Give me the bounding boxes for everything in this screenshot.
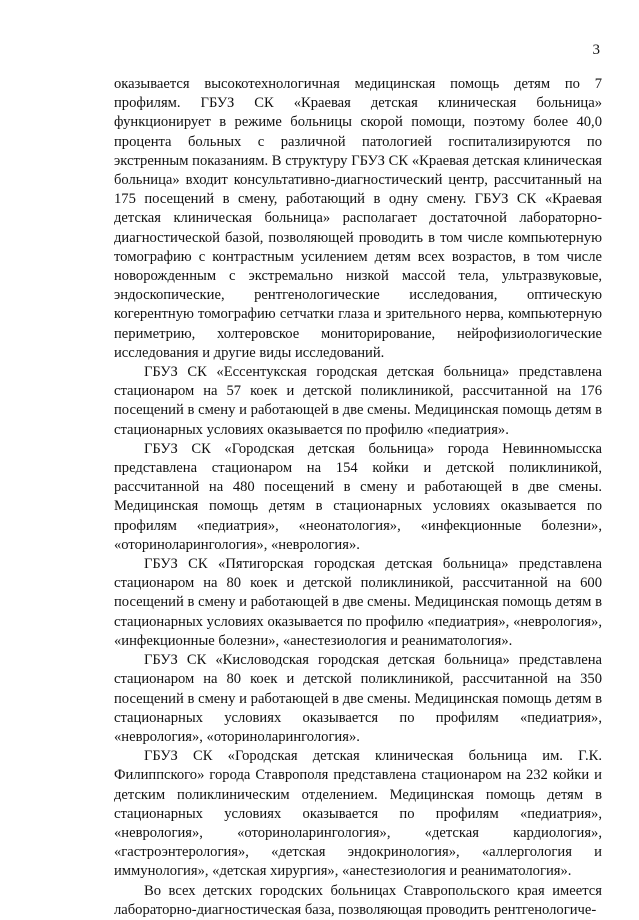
page-number: 3 [592, 42, 600, 58]
paragraph-essentuki-hospital: ГБУЗ СК «Ессентукская городская детская больница» представлена стационаром на 57 коек и детской поликлиникой, рассчитанной на 176 посещений в смену и работающей в две смены. Медицинская помощь детям в стационарных условиях оказывается по профилю «педиатрия». [114, 364, 602, 438]
paragraph-pyatigorsk-hospital: ГБУЗ СК «Пятигорская городская детская больница» представлена стационаром на 80 коек и детской поликлиникой, рассчитанной на 600 посещений в смену и работающей в две смены. Медицинская помощь детям в стационарных условиях оказывается по профилю «педиатрия», «неврология», «инфекционные болезни», «анестезиология и реаниматология». [114, 556, 602, 649]
paragraph-diagnostic-base: Во всех детских городских больницах Ставропольского края имеется лабораторно-диагностическая база, позволяющая проводить рентгенологиче- [114, 882, 602, 918]
body-text [114, 75, 602, 920]
paragraph-kislovodsk-hospital: ГБУЗ СК «Кисловодская городская детская больница» представлена стационаром на 80 коек и детской поликлиникой, рассчитанной на 350 посещений в смену и работающей в две смены. Медицинская помощь детям в стационарных условиях оказывается по профилям «педиатрия», «неврология», «оториноларингология». [114, 652, 602, 745]
paragraph-regional-hospital: оказывается высокотехнологичная медицинская помощь детям по 7 профилям. ГБУЗ СК «Краевая детская клиническая больница» функционирует в режиме больницы скорой помощи, поэтому более 40,0 процента больных с различной патологией госпитализируются по экстренным показаниям. В структуру ГБУЗ СК «Краевая детская клиническая больница» входит консультативно-диагностический центр, рассчитанный на 175 посещений в смену, работающий в одну смену. ГБУЗ СК «Краевая детская клиническая больница» располагает достаточной лабораторно-диагностической базой, позволяющей проводить в том числе компьютерную томографию с контрастным усилением детям всех возрастов, в том числе новорожденным с экстремально низкой массой тела, ультразвуковые, эндоскопические, рентгенологические исследования, оптическую когерентную томографию сетчатки глаза и зрительного нерва, компьютерную периметрию, холтеровское мониторирование, нейрофизиологические исследования и другие виды исследований. [114, 76, 602, 361]
paragraph-stavropol-hospital: ГБУЗ СК «Городская детская клиническая больница им. Г.К. Филиппского» города Ставрополя представлена стационаром на 232 койки и детским поликлиническим отделением. Медицинская помощь детям в стационарных условиях оказывается по профилям «педиатрия», «неврология», «оториноларингология», «детская кардиология», «гастроэнтерология», «детская эндокринология», «аллергология и иммунология», «детская хирургия», «анестезиология и реаниматология». [114, 748, 602, 880]
paragraph-nevinnomyssk-hospital: ГБУЗ СК «Городская детская больница» города Невинномысска представлена стационаром на 154 койки и детской поликлиникой, рассчитанной на 480 посещений в смену и работающей в две смены. Медицинская помощь детям в стационарных условиях оказывается по профилям «педиатрия», «неонатология», «инфекционные болезни», «оториноларингология», «неврология». [114, 440, 602, 553]
